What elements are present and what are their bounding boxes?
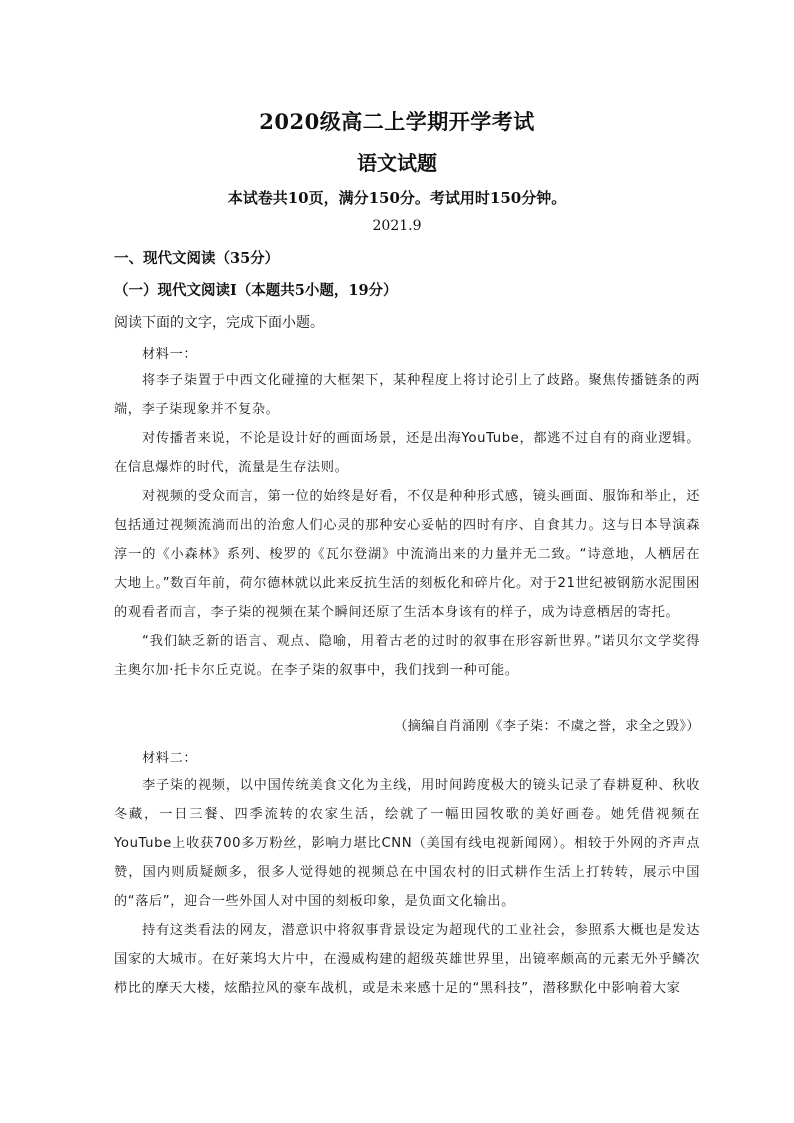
exam-date: 2021.9 xyxy=(372,218,422,234)
material-1-paragraph: “我们缺乏新的语言、观点、隐喻，用着古老的过时的叙事在形容新世界。”诺贝尔文学奖得主奥尔加·托卡尔丘克说。在李子柒的叙事中，我们找到一种可能。 xyxy=(114,634,700,678)
material-2-body xyxy=(114,771,700,1003)
material-1-paragraph: 将李子柒置于中西文化碰撞的大框架下，某种程度上将讨论引上了歧路。聚焦传播链条的两端，李子柒现象并不复杂。 xyxy=(114,373,700,417)
section-heading: 一、现代文阅读（35分） xyxy=(114,250,280,267)
material-2-paragraph: 李子柒的视频，以中国传统美食文化为主线，用时间跨度极大的镜头记录了春耕夏种、秋收冬藏，一日三餐、四季流转的农家生活，绘就了一幅田园牧歌的美好画卷。她凭借视频在YouTube上收获700多万粉丝，影响力堪比CNN（美国有线电视新闻网）。相较于外网的齐声点赞，国内则质疑颇多，很多人觉得她的视频总在中国农村的旧式耕作生活上打转转，展示中国的“落后”，迎合一些外国人对中国的刻板印象，是负面文化输出。 xyxy=(114,778,700,909)
material-1-label: 材料一： xyxy=(142,347,198,362)
material-1-paragraph: 对视频的受众而言，第一位的始终是好看，不仅是种种形式感，镜头画面、服饰和举止，还包括通过视频流淌而出的治愈人们心灵的那种安心妥帖的四时有序、自食其力。这与日本导演森淳一的《小森林》系列、梭罗的《瓦尔登湖》中流淌出来的力量并无二致。“诗意地，人栖居在大地上。”数百年前，荷尔德林就以此来反抗生活的刻板化和碎片化。对于21世纪被钢筋水泥围困的观看者而言，李子柒的视频在某个瞬间还原了生活本身该有的样子，成为诗意栖居的寄托。 xyxy=(114,489,700,620)
material-2-paragraph: 持有这类看法的网友，潜意识中将叙事背景设定为超现代的工业社会，参照系大概也是发达国家的大城市。在好莱坞大片中，在漫威构建的超级英雄世界里，出镜率颇高的元素无外乎鳞次栉比的摩天大楼，炫酷拉风的豪车战机，或是未来感十足的“黑科技”，潜移默化中影响着大家 xyxy=(114,923,700,996)
instruction-text: 阅读下面的文字，完成下面小题。 xyxy=(114,315,324,331)
subsection-heading: （一）现代文阅读Ⅰ（本题共5小题，19分） xyxy=(114,282,398,299)
subject-title: 语文试题 xyxy=(357,151,437,175)
exam-title: 2020级高二上学期开学考试 xyxy=(259,109,535,134)
exam-info: 本试卷共10页，满分150分。考试用时150分钟。 xyxy=(227,189,567,207)
material-1-paragraph: 对传播者来说，不论是设计好的画面场景，还是出海YouTube，都逃不过自有的商业逻辑。在信息爆炸的时代，流量是生存法则。 xyxy=(114,431,700,475)
material-2-label: 材料二： xyxy=(142,751,198,766)
material-1-source: （摘编自肖涌刚《李子柒：不虞之誉，求全之毁》） xyxy=(394,719,700,734)
material-1-body xyxy=(114,366,700,685)
